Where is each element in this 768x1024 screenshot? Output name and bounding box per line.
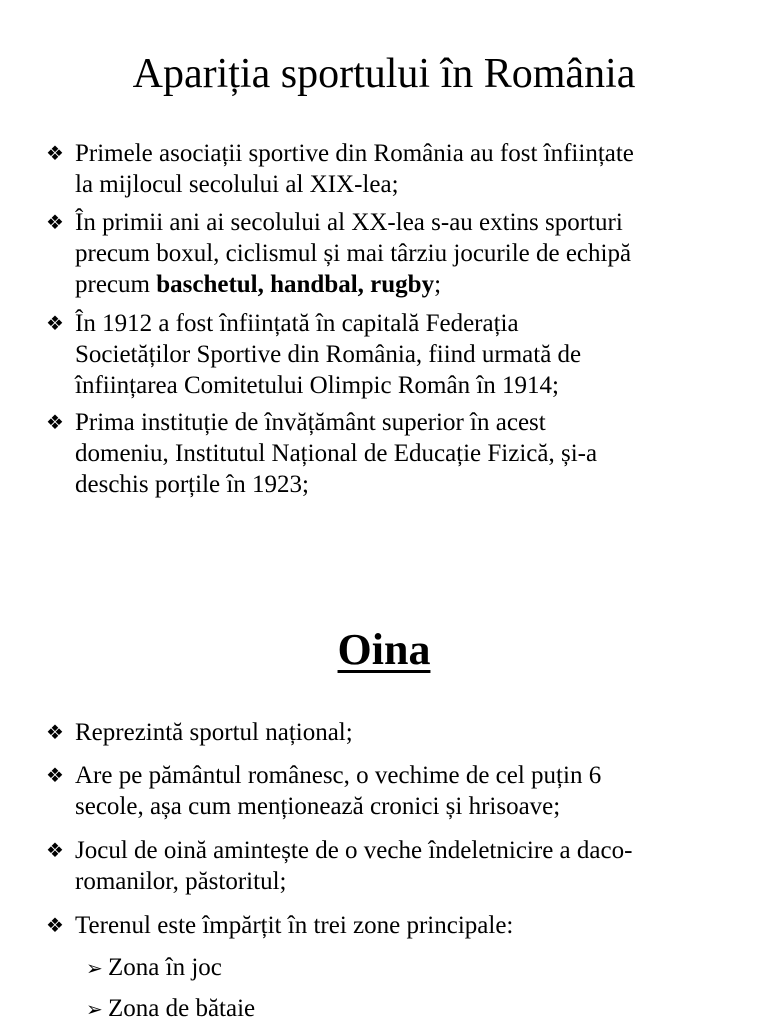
section-title-oina: Oina [337,625,431,674]
list-item: ❖ Primele asociații sportive din România au fost înființate la mijlocul secolului al XIX-lea; [46,140,634,198]
arrow-bullet-icon: ➢ [86,997,103,1021]
page-title: Apariția sportului în România [132,51,636,97]
diamond-bullet-icon: ❖ [46,311,64,335]
list-item: ❖ Reprezintă sportul național; [46,719,353,746]
diamond-bullet-icon: ❖ [46,720,64,744]
diamond-bullet-icon: ❖ [46,838,64,862]
diamond-bullet-icon: ❖ [46,141,64,165]
arrow-bullet-icon: ➢ [86,956,103,980]
diamond-bullet-icon: ❖ [46,410,64,434]
sub-list-item: ➢ Zona de bătaie [86,993,255,1024]
list-item: ❖ În 1912 a fost înființată în capitală Federația Societăților Sportive din România, fiind urmată de înființarea Comitetului Olimpic Român în 1914; [46,310,582,399]
list-item: ❖ Are pe pământul românesc, o vechime de cel puțin 6 secole, așa cum menționează cronici și hrisoave; [46,762,602,820]
diamond-bullet-icon: ❖ [46,913,64,937]
diamond-bullet-icon: ❖ [46,210,64,234]
list-item: ❖ Jocul de oină amintește de o veche îndeletnicire a daco- romanilor, păstoritul; [46,837,633,895]
diamond-bullet-icon: ❖ [46,763,64,787]
list-item: ❖ În primii ani ai secolului al XX-lea s-au extins sporturi precum boxul, ciclismul și mai târziu jocurile de echipă precum baschetul, handbal, rugby; [46,209,632,298]
bold-sports: baschetul, handbal, rugby [156,271,435,298]
list-item: ❖ Terenul este împărțit în trei zone principale: [46,912,514,939]
list-item: ❖ Prima instituție de învățământ superior în acest domeniu, Institutul Național de Educație Fizică, și-a deschis porțile în 1923; [46,409,598,498]
sub-list-item: ➢ Zona în joc [86,952,222,984]
